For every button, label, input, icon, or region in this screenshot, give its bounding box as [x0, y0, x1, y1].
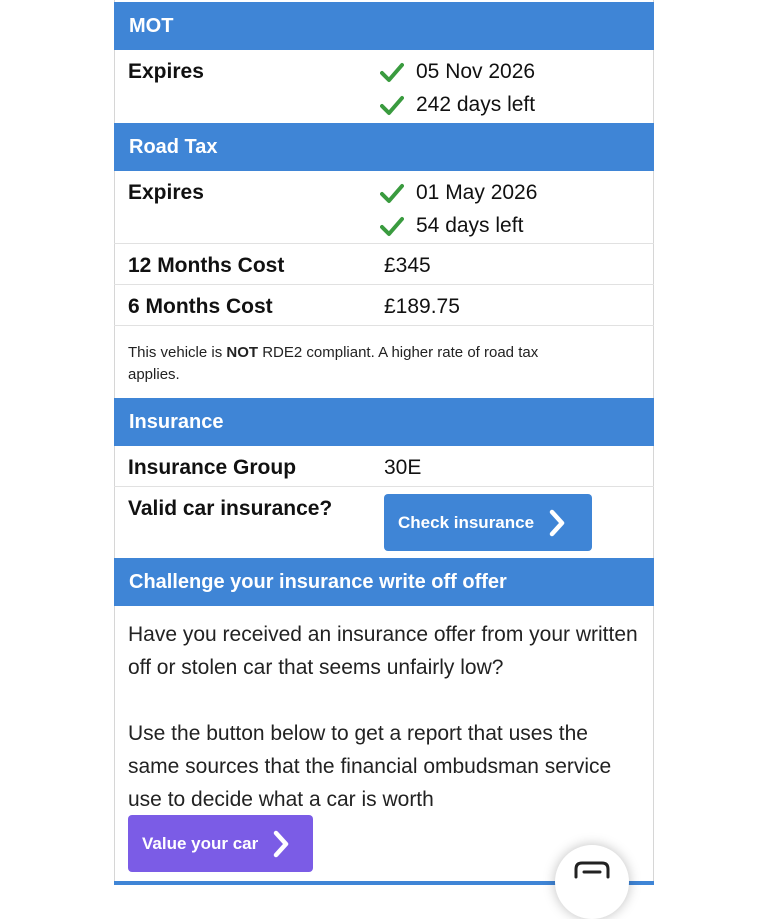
challenge-paragraph-1: Have you received an insurance offer from your written off or stolen car that seems unfairly low?: [128, 623, 638, 679]
mot-expiry-date: 05 Nov 2026: [416, 60, 536, 83]
tax-6-months-row: [114, 285, 654, 326]
challenge-header: Challenge your insurance write off offer: [114, 558, 654, 606]
cost-6-value: £189.75: [384, 295, 460, 318]
checkmark-icon: [380, 94, 404, 116]
rde2-note: This vehicle is NOT RDE2 compliant. A higher rate of road tax applies.: [128, 344, 539, 383]
mot-header: MOT: [114, 2, 654, 50]
mot-expires-label: Expires: [128, 60, 204, 83]
rde2-note-row: [114, 326, 654, 399]
tax-expiry-date: 01 May 2026: [416, 181, 538, 204]
insurance-group-label: Insurance Group: [128, 456, 297, 479]
check-insurance-button[interactable]: Check insurance: [384, 494, 592, 551]
insurance-group-value: 30E: [384, 456, 422, 479]
mot-date-item: [380, 60, 535, 84]
text-scan-icon: [570, 859, 614, 881]
mot-days-item: [380, 93, 535, 117]
insurance-header: Insurance: [114, 398, 654, 446]
road-tax-header: Road Tax: [114, 123, 654, 171]
tax-days-left: 54 days left: [416, 214, 524, 237]
mot-days-left: 242 days left: [416, 93, 536, 116]
tax-date-item: [380, 181, 537, 205]
value-your-car-button[interactable]: Value your car: [128, 815, 313, 872]
tax-days-item: [380, 214, 523, 238]
insurance-group-row: [114, 446, 654, 487]
text-scan-button[interactable]: [555, 845, 629, 919]
mot-expires-row: [114, 50, 654, 123]
tax-12-months-row: [114, 244, 654, 285]
chevron-right-icon: [548, 509, 566, 537]
cost-12-label: 12 Months Cost: [128, 254, 285, 277]
checkmark-icon: [380, 61, 404, 83]
valid-insurance-label: Valid car insurance?: [128, 497, 333, 520]
checkmark-icon: [380, 215, 404, 237]
challenge-paragraph-2: Use the button below to get a report that uses the same sources that the financial ombudsman service use to decide what a car is worth: [128, 722, 612, 811]
tax-expires-label: Expires: [128, 181, 204, 204]
tax-expires-row: [114, 171, 654, 244]
cost-12-value: £345: [384, 254, 431, 277]
checkmark-icon: [380, 182, 404, 204]
cost-6-label: 6 Months Cost: [128, 295, 273, 318]
chevron-right-icon: [272, 830, 290, 858]
